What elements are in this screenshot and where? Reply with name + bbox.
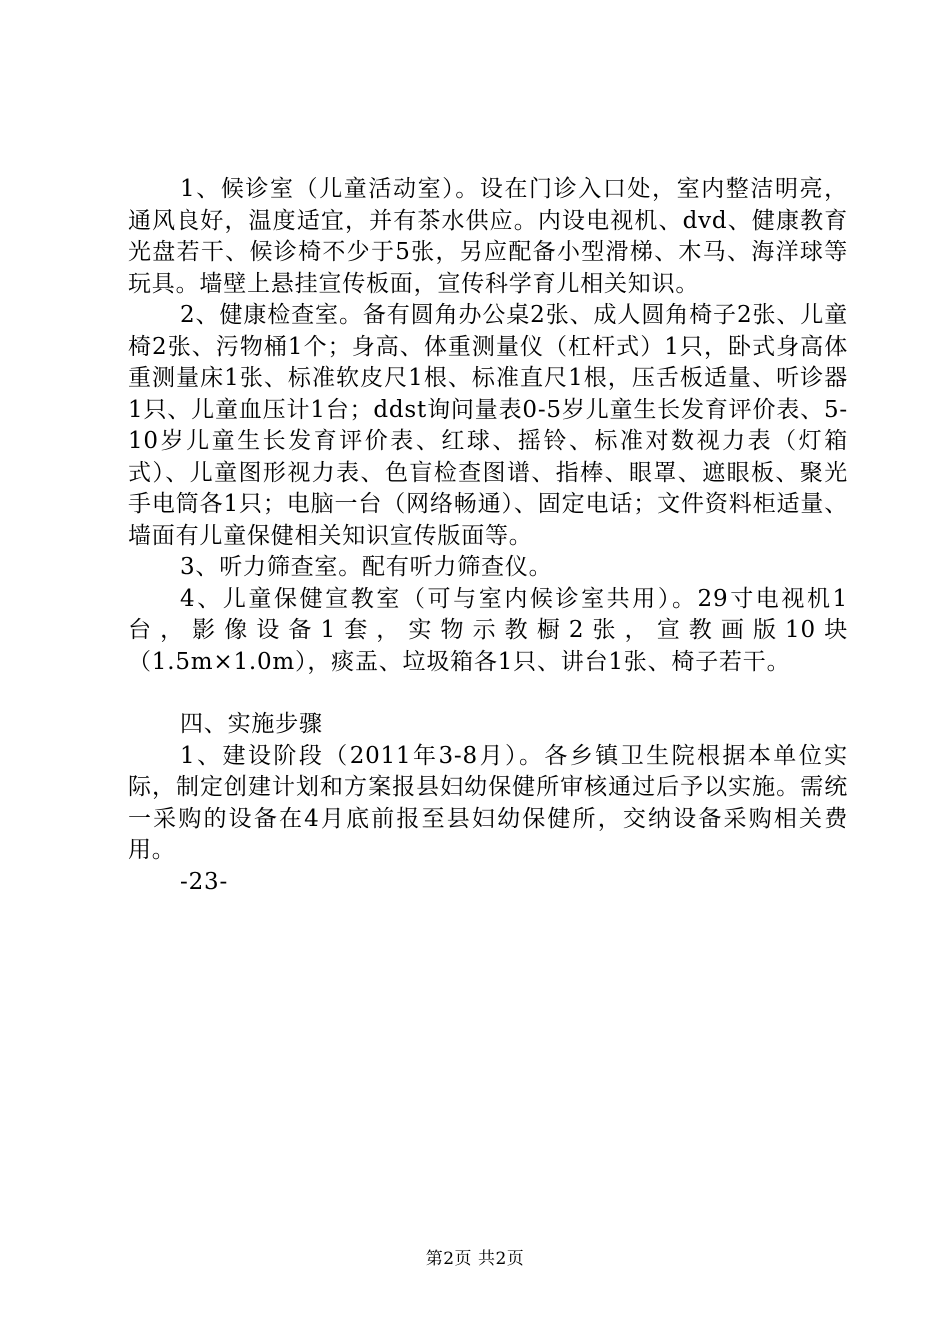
paragraph-hearing-screening-room: 3、听力筛查室。配有听力筛查仪。 <box>180 554 553 580</box>
paragraph-health-education-room: 4、儿童保健宣教室（可与室内候诊室共用）。29寸电视机1台，影像设备1套，实物示教橱2张，宣教画版10块（1.5m×1.0m），痰盂、垃圾箱各1只、讲台1张、椅子若干。 <box>128 585 848 675</box>
page-marker: -23- <box>180 868 229 895</box>
paragraph-health-exam-room: 2、健康检查室。备有圆角办公桌2张、成人圆角椅子2张、儿童椅2张、污物桶1个；身高、体重测量仪（杠杆式）1只，卧式身高体重测量床1张、标准软皮尺1根、标准直尺1根，压舌板适量、听诊器1只、儿童血压计1台；ddst询问量表0-5岁儿童生长发育评价表、5-10岁儿童生长发育评价表、红球、摇铃、标准对数视力表（灯箱式）、儿童图形视力表、色盲检查图谱、指棒、眼罩、遮眼板、聚光手电筒各1只；电脑一台（网络畅通）、固定电话；文件资料柜适量、墙面有儿童保健相关知识宣传版面等。 <box>128 302 848 549</box>
document-body <box>128 174 848 898</box>
paragraph-construction-phase: 1、建设阶段（2011年3-8月）。各乡镇卫生院根据本单位实际，制定创建计划和方案报县妇幼保健所审核通过后予以实施。需统一采购的设备在4月底前报至县妇幼保健所，交纳设备采购相关费用。 <box>128 742 848 863</box>
section-heading-implementation-steps: 四、实施步骤 <box>180 711 323 737</box>
page-footer: 第2页 共2页 <box>425 1249 525 1269</box>
section-spacer <box>128 678 848 709</box>
paragraph-waiting-room: 1、候诊室（儿童活动室）。设在门诊入口处，室内整洁明亮，通风良好，温度适宜，并有茶水供应。内设电视机、dvd、健康教育光盘若干、候诊椅不少于5张，另应配备小型滑梯、木马、海洋球等玩具。墙壁上悬挂宣传板面，宣传科学育儿相关知识。 <box>128 176 848 297</box>
